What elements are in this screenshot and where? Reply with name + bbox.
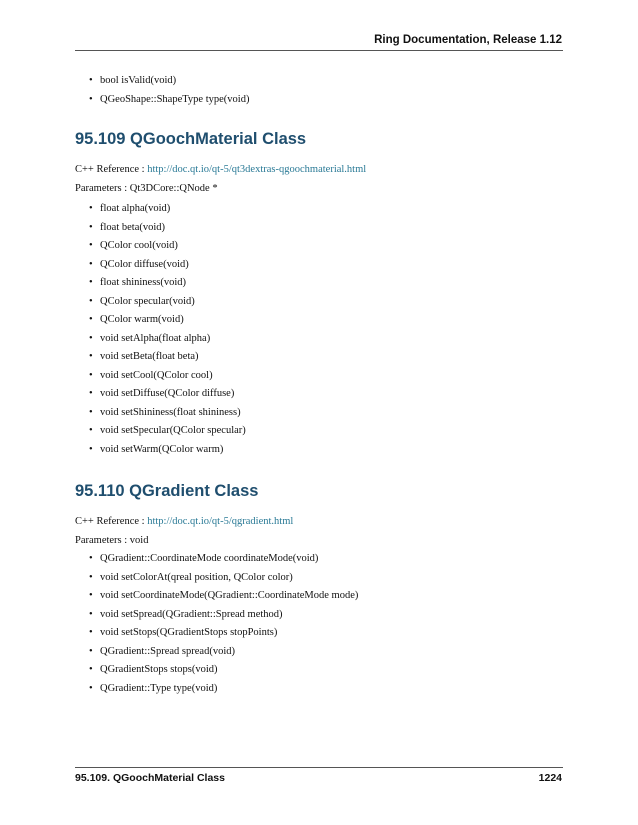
parameters-line: Parameters : void [75, 535, 149, 546]
list-item: • void setShininess(float shininess) [89, 404, 246, 423]
footer-rule [75, 767, 563, 768]
running-header-title: Ring Documentation, Release 1.12 [374, 34, 562, 46]
cpp-reference-link[interactable]: http://doc.qt.io/qt-5/qt3dextras-qgoochmaterial.html [147, 164, 367, 175]
intro-method-list [89, 72, 249, 109]
list-item: • void setColorAt(qreal position, QColor color) [89, 569, 358, 588]
list-item: • QColor cool(void) [89, 237, 246, 256]
list-item: • void setStops(QGradientStops stopPoints) [89, 624, 358, 643]
parameters-line: Parameters : Qt3DCore::QNode * [75, 183, 218, 194]
list-item: • QColor specular(void) [89, 293, 246, 312]
header-rule [75, 50, 563, 51]
list-item: • QGradient::CoordinateMode coordinateMode(void) [89, 550, 358, 569]
list-item: • QGradient::Type type(void) [89, 680, 358, 699]
footer-section-title: 95.109. QGoochMaterial Class [75, 772, 225, 784]
list-item: • QColor warm(void) [89, 311, 246, 330]
qgoochmaterial-method-list [89, 200, 246, 459]
cpp-reference-label: C++ Reference : [75, 164, 148, 175]
list-item: • QGradientStops stops(void) [89, 661, 358, 680]
cpp-reference-link[interactable]: http://doc.qt.io/qt-5/qgradient.html [147, 516, 294, 527]
list-item: • bool isValid(void) [89, 72, 249, 91]
cpp-reference-line [75, 516, 293, 527]
section-heading-qgoochmaterial: 95.109 QGoochMaterial Class [75, 130, 307, 148]
list-item: • float alpha(void) [89, 200, 246, 219]
page-number: 1224 [538, 772, 562, 784]
list-item: • void setSpecular(QColor specular) [89, 422, 246, 441]
list-item: • void setDiffuse(QColor diffuse) [89, 385, 246, 404]
list-item: • void setCoordinateMode(QGradient::CoordinateMode mode) [89, 587, 358, 606]
list-item: • void setWarm(QColor warm) [89, 441, 246, 460]
list-item: • void setBeta(float beta) [89, 348, 246, 367]
list-item: • float beta(void) [89, 219, 246, 238]
list-item: • void setCool(QColor cool) [89, 367, 246, 386]
list-item: • float shininess(void) [89, 274, 246, 293]
list-item: • void setAlpha(float alpha) [89, 330, 246, 349]
list-item: • QGeoShape::ShapeType type(void) [89, 91, 249, 110]
cpp-reference-line [75, 164, 366, 175]
list-item: • QGradient::Spread spread(void) [89, 643, 358, 662]
cpp-reference-label: C++ Reference : [75, 516, 148, 527]
list-item: • void setSpread(QGradient::Spread method) [89, 606, 358, 625]
qgradient-method-list [89, 550, 358, 698]
list-item: • QColor diffuse(void) [89, 256, 246, 275]
section-heading-qgradient: 95.110 QGradient Class [75, 482, 259, 500]
